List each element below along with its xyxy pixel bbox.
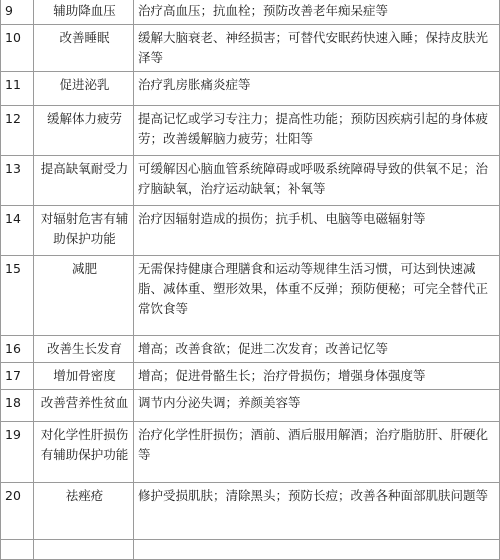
row-number: 15 xyxy=(1,256,34,336)
table-row xyxy=(1,363,500,390)
false-claim-description: 修护受损肌肤；清除黑头；预防长痘；改善各种面部肌肤问题等 xyxy=(134,483,500,540)
false-claim-description: 可缓解因心脑血管系统障碍或呼吸系统障碍导致的供氧不足；治疗脑缺氧，治疗运动缺氧；补氧等 xyxy=(134,156,500,206)
function-name: 提高缺氧耐受力 xyxy=(34,156,134,206)
function-name: 改善睡眠 xyxy=(34,25,134,72)
table-row xyxy=(1,106,500,156)
row-number: 16 xyxy=(1,336,34,363)
table-row xyxy=(1,156,500,206)
function-name: 对辐射危害有辅助保护功能 xyxy=(34,206,134,256)
false-claim-description: 提高记忆或学习专注力；提高性功能；预防因疾病引起的身体疲劳；改善缓解脑力疲劳；壮阳等 xyxy=(134,106,500,156)
row-number: 19 xyxy=(1,422,34,483)
row-number: 10 xyxy=(1,25,34,72)
row-number: 17 xyxy=(1,363,34,390)
function-name: 促进泌乳 xyxy=(34,72,134,106)
row-number: 11 xyxy=(1,72,34,106)
table-row xyxy=(1,422,500,483)
function-name: 对化学性肝损伤有辅助保护功能 xyxy=(34,422,134,483)
table-row xyxy=(1,336,500,363)
false-claim-description: 调节内分泌失调；养颜美容等 xyxy=(134,390,500,422)
row-number: 12 xyxy=(1,106,34,156)
false-claim-description: 治疗化学性肝损伤；酒前、酒后服用解酒；治疗脂肪肝、肝硬化等 xyxy=(134,422,500,483)
function-name: 改善生长发育 xyxy=(34,336,134,363)
table-row xyxy=(1,483,500,540)
false-claim-description: 增高；改善食欲；促进二次发育；改善记忆等 xyxy=(134,336,500,363)
function-name: 减肥 xyxy=(34,256,134,336)
false-claim-description: 缓解大脑衰老、神经损害；可替代安眠药快速入睡；保持皮肤光泽等 xyxy=(134,25,500,72)
false-claim-description: 增高；促进骨骼生长；治疗骨损伤；增强身体强度等 xyxy=(134,363,500,390)
row-number: 18 xyxy=(1,390,34,422)
row-number: 13 xyxy=(1,156,34,206)
table-row xyxy=(1,390,500,422)
false-claim-description: 治疗乳房胀痛炎症等 xyxy=(134,72,500,106)
row-number: 9 xyxy=(1,0,34,25)
function-name: 祛痤疮 xyxy=(34,483,134,540)
table-row xyxy=(1,256,500,336)
table-row xyxy=(1,206,500,256)
function-name: 增加骨密度 xyxy=(34,363,134,390)
table-row xyxy=(1,25,500,72)
function-name: 改善营养性贫血 xyxy=(34,390,134,422)
table-row xyxy=(1,72,500,106)
false-claim-description: 治疗高血压；抗血栓；预防改善老年痴呆症等 xyxy=(134,0,500,25)
function-name: 缓解体力疲劳 xyxy=(34,106,134,156)
row-number: 14 xyxy=(1,206,34,256)
false-claim-description: 治疗因辐射造成的损伤；抗手机、电脑等电磁辐射等 xyxy=(134,206,500,256)
function-name: 辅助降血压 xyxy=(34,0,134,25)
table-row xyxy=(1,0,500,25)
row-number: 20 xyxy=(1,483,34,540)
false-claim-description: 无需保持健康合理膳食和运动等规律生活习惯，可达到快速减脂、减体重、塑形效果，体重不反弹；预防便秘；可完全替代正常饮食等 xyxy=(134,256,500,336)
